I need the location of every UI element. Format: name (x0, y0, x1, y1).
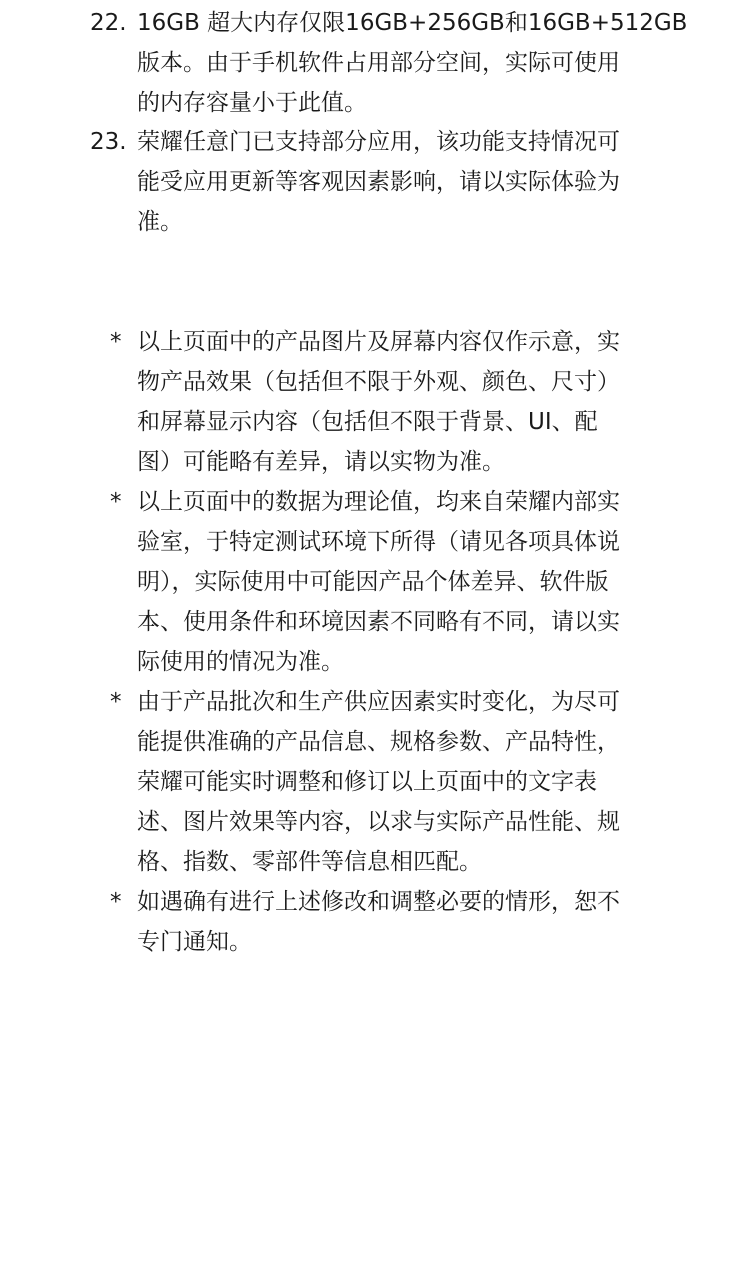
disclaimer-line: 物产品效果（包括但不限于外观、颜色、尺寸） (137, 369, 620, 395)
note-23 (90, 122, 650, 242)
note-22 (90, 3, 688, 123)
disclaimer-line: 际使用的情况为准。 (137, 649, 344, 675)
disclaimer-item (110, 682, 650, 882)
note-line: 的内存容量小于此值。 (137, 90, 367, 116)
disclaimer-line: 本、使用条件和环境因素不同略有不同，请以实 (137, 609, 620, 635)
disclaimer-line: 以上页面中的产品图片及屏幕内容仅作示意，实 (137, 329, 620, 355)
disclaimer-line: 述、图片效果等内容，以求与实际产品性能、规 (137, 809, 620, 835)
note-number: 23. (90, 129, 127, 155)
asterisk-marker: * (110, 329, 122, 355)
disclaimer-line: 图）可能略有差异，请以实物为准。 (137, 449, 505, 475)
disclaimer-line: 如遇确有进行上述修改和调整必要的情形，恕不 (137, 889, 620, 915)
disclaimer-item (110, 482, 650, 682)
asterisk-marker: * (110, 889, 122, 915)
asterisk-marker: * (110, 689, 122, 715)
disclaimer-line: 能提供准确的产品信息、规格参数、产品特性， (137, 729, 620, 755)
disclaimer-line: 验室，于特定测试环境下所得（请见各项具体说 (137, 529, 620, 555)
disclaimer-line: 明），实际使用中可能因产品个体差异、软件版 (137, 569, 609, 595)
disclaimer-line: 以上页面中的数据为理论值，均来自荣耀内部实 (137, 489, 620, 515)
disclaimer-line: 和屏幕显示内容（包括但不限于背景、UI、配 (137, 409, 598, 435)
disclaimer-item (110, 322, 650, 482)
asterisk-marker: * (110, 489, 122, 515)
disclaimer-line: 荣耀可能实时调整和修订以上页面中的文字表 (137, 769, 597, 795)
note-line: 荣耀任意门已支持部分应用，该功能支持情况可 (137, 129, 620, 155)
note-line: 16GB 超大内存仅限16GB+256GB和16GB+512GB (137, 10, 688, 36)
disclaimer-line: 格、指数、零部件等信息相匹配。 (137, 849, 482, 875)
note-number: 22. (90, 10, 127, 36)
disclaimer-line: 专门通知。 (137, 929, 252, 955)
note-line: 准。 (137, 209, 183, 235)
disclaimer-line: 由于产品批次和生产供应因素实时变化，为尽可 (137, 689, 620, 715)
note-line: 版本。由于手机软件占用部分空间，实际可使用 (137, 50, 620, 76)
disclaimer-item (110, 882, 650, 962)
note-line: 能受应用更新等客观因素影响，请以实际体验为 (137, 169, 620, 195)
